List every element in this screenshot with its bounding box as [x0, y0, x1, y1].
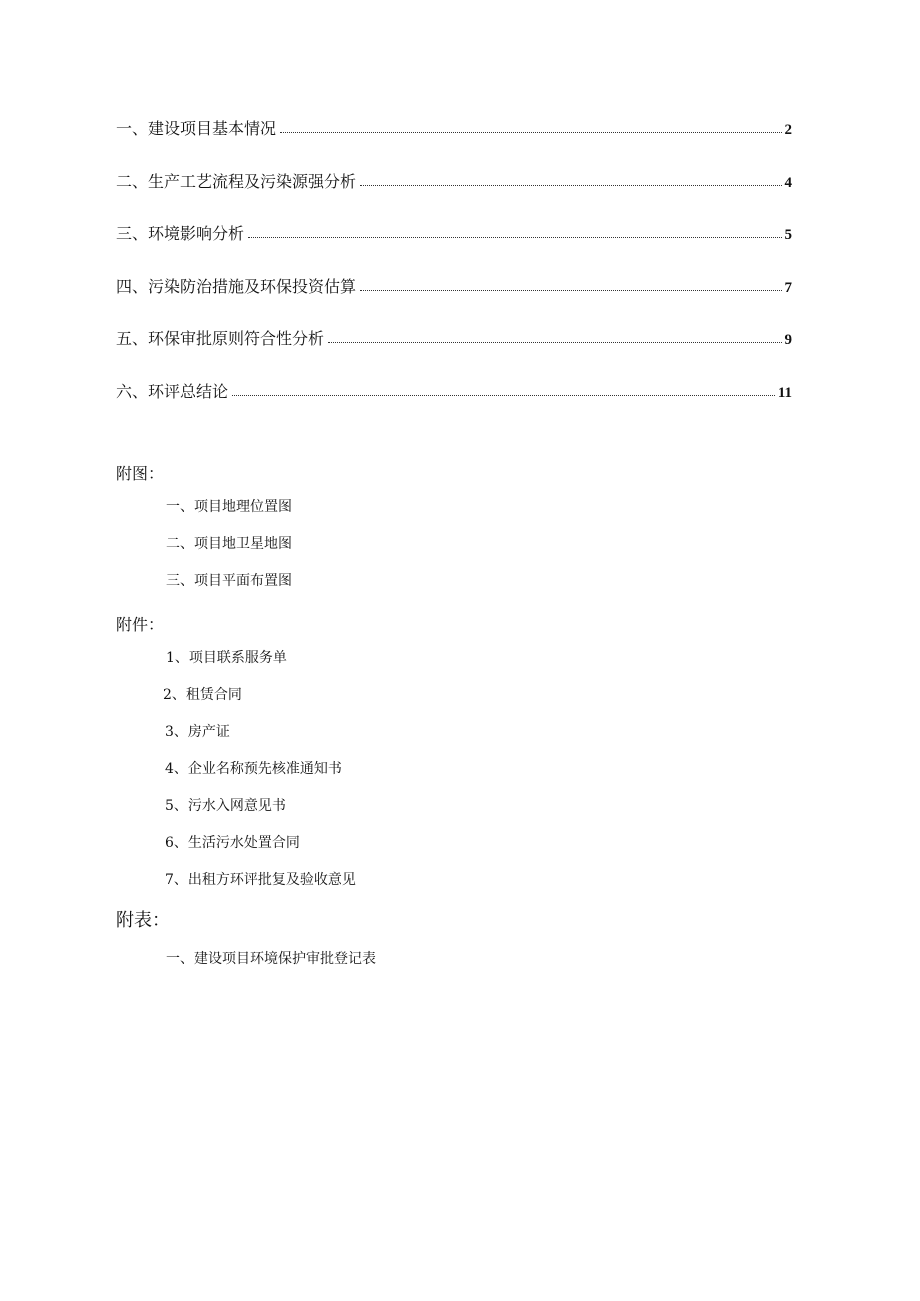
- attachment-item: 4、企业名称预先核准通知书: [165, 761, 342, 777]
- toc-entry[interactable]: [116, 271, 792, 297]
- toc-entry-page: 11: [777, 384, 792, 401]
- toc-entry[interactable]: [116, 218, 792, 244]
- attachment-item: 2、租赁合同: [163, 687, 242, 703]
- figure-item: 一、项目地理位置图: [166, 499, 292, 515]
- toc-entry[interactable]: [116, 113, 792, 139]
- attachment-item: 6、生活污水处置合同: [165, 835, 300, 851]
- toc-entry-page: 9: [784, 332, 792, 349]
- toc-entry-title: 五、环保审批原则符合性分析: [116, 329, 325, 349]
- toc-leader-dots: [280, 132, 781, 133]
- toc-entry-title: 二、生产工艺流程及污染源强分析: [116, 171, 357, 191]
- tables-heading: 附表：: [116, 910, 170, 931]
- toc-entry-page: 2: [784, 122, 792, 138]
- table-of-contents: [116, 113, 792, 429]
- toc-leader-dots: [232, 395, 775, 396]
- toc-entry-page: 7: [784, 279, 792, 296]
- table-item: 一、建设项目环境保护审批登记表: [166, 951, 376, 967]
- toc-entry-page: 4: [784, 174, 792, 191]
- toc-entry[interactable]: [116, 323, 792, 349]
- toc-entry-title: 一、建设项目基本情况: [116, 119, 277, 138]
- attachment-item: 5、污水入网意见书: [165, 798, 286, 814]
- toc-entry-title: 三、环境影响分析: [116, 224, 245, 244]
- toc-leader-dots: [248, 237, 781, 238]
- toc-entry[interactable]: [116, 166, 792, 192]
- attachment-item: 1、项目联系服务单: [166, 650, 287, 666]
- toc-leader-dots: [360, 185, 781, 186]
- toc-entry-page: 5: [784, 227, 792, 244]
- toc-entry[interactable]: [116, 376, 792, 402]
- attachment-item: 3、房产证: [165, 724, 230, 740]
- toc-leader-dots: [360, 290, 781, 291]
- figure-item: 三、项目平面布置图: [166, 573, 292, 589]
- toc-entry-title: 四、污染防治措施及环保投资估算: [116, 276, 357, 296]
- figure-item: 二、项目地卫星地图: [166, 536, 292, 552]
- toc-entry-title: 六、环评总结论: [116, 381, 229, 401]
- attachment-item: 7、出租方环评批复及验收意见: [165, 872, 356, 888]
- toc-leader-dots: [328, 342, 781, 343]
- figures-heading: 附图：: [116, 464, 165, 483]
- attachments-heading: 附件：: [116, 615, 165, 634]
